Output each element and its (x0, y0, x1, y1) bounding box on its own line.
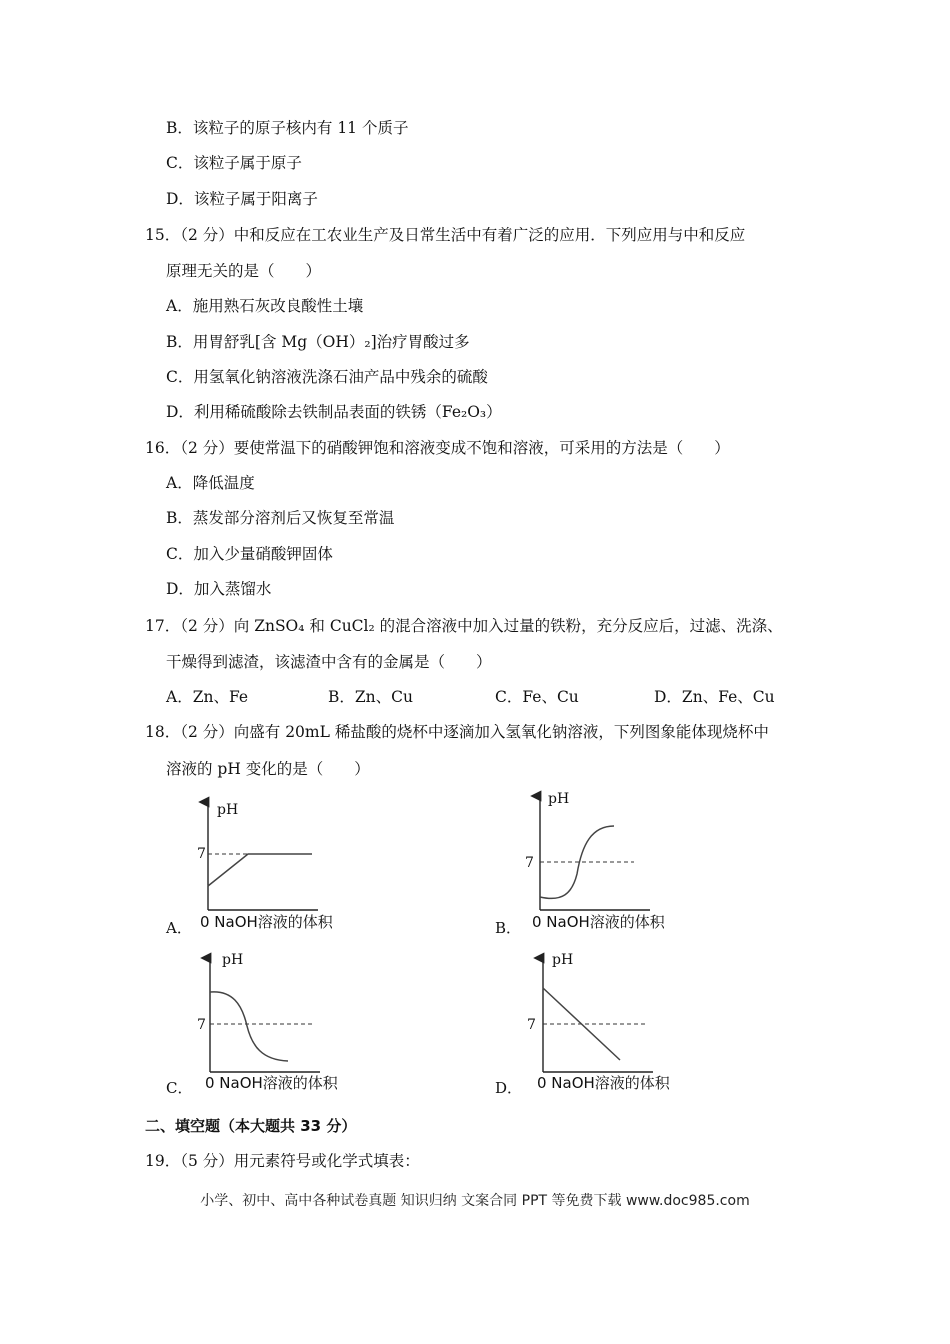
q15-stem-line2: 原理无关的是（ ） (166, 262, 322, 280)
q15-option-b: B．用胃舒乳[含 Mg（OH）₂]治疗胃酸过多 (166, 333, 470, 351)
graph-a-option-label: A． (166, 919, 192, 937)
graph-b-x-label: 0 NaOH溶液的体积 (532, 913, 665, 931)
graph-c-curve (210, 992, 288, 1061)
graph-c-y-label: pH (222, 952, 244, 968)
q14-option-d: D．该粒子属于阳离子 (166, 190, 318, 208)
q18-stem-line2: 溶液的 pH 变化的是（ ） (166, 760, 370, 778)
q17-option-c: C．Fe、Cu (495, 688, 579, 706)
graph-c-x-label: 0 NaOH溶液的体积 (205, 1074, 338, 1092)
q17-option-b: B．Zn、Cu (328, 688, 413, 706)
q15-option-d: D．利用稀硫酸除去铁制品表面的铁锈（Fe₂O₃） (166, 403, 502, 421)
graph-c-plot (192, 946, 332, 1082)
graph-d-x-label: 0 NaOH溶液的体积 (537, 1074, 670, 1092)
q16-option-c: C．加入少量硝酸钾固体 (166, 545, 333, 563)
graph-c-ref-label: 7 (197, 1017, 206, 1033)
q17-option-a: A．Zn、Fe (166, 688, 249, 706)
q17-stem-line1: 17．（2 分）向 ZnSO₄ 和 CuCl₂ 的混合溶液中加入过量的铁粉，充分反应后，过滤、洗涤、 (145, 617, 783, 635)
graph-d-y-label: pH (552, 952, 574, 968)
graph-b-option-label: B． (495, 919, 522, 937)
graph-a-curve (208, 854, 312, 886)
q15-option-c: C．用氢氧化钠溶液洗涤石油产品中残余的硫酸 (166, 368, 488, 386)
q17-option-d: D．Zn、Fe、Cu (654, 688, 775, 706)
q15-stem-line1: 15．（2 分）中和反应在工农业生产及日常生活中有着广泛的应用．下列应用与中和反应 (145, 226, 746, 244)
graph-a-plot (190, 790, 330, 920)
q15-option-a: A．施用熟石灰改良酸性土壤 (166, 297, 364, 315)
q16-option-d: D．加入蒸馏水 (166, 580, 272, 598)
graph-b-plot (522, 784, 662, 920)
q16-option-a: A．降低温度 (166, 474, 255, 492)
graph-c-option-label: C． (166, 1079, 193, 1097)
section-title: 二、填空题（本大题共 33 分） (145, 1117, 357, 1135)
graph-a-y-label: pH (217, 802, 239, 818)
q16-stem: 16．（2 分）要使常温下的硝酸钾饱和溶液变成不饱和溶液，可采用的方法是（ ） (145, 439, 730, 457)
graph-d-plot (525, 946, 665, 1082)
q16-option-b: B．蒸发部分溶剂后又恢复至常温 (166, 509, 395, 527)
q14-option-c: C．该粒子属于原子 (166, 154, 302, 172)
page-footer: 小学、初中、高中各种试卷真题 知识归纳 文案合同 PPT 等免费下载 www.doc985.com (200, 1193, 750, 1209)
graph-d-ref-label: 7 (527, 1017, 536, 1033)
graph-b-y-label: pH (548, 791, 570, 807)
graph-d-option-label: D． (495, 1079, 523, 1097)
q14-option-b: B．该粒子的原子核内有 11 个质子 (166, 119, 409, 137)
graph-a-x-label: 0 NaOH溶液的体积 (200, 913, 333, 931)
q17-stem-line2: 干燥得到滤渣，该滤渣中含有的金属是（ ） (166, 653, 492, 671)
q18-stem-line1: 18．（2 分）向盛有 20mL 稀盐酸的烧杯中逐滴加入氢氧化钠溶液，下列图象能体现烧杯中 (145, 723, 769, 741)
graph-b-ref-label: 7 (525, 855, 534, 871)
graph-a-ref-label: 7 (197, 846, 206, 862)
q19-stem: 19．（5 分）用元素符号或化学式填表： (145, 1152, 420, 1170)
